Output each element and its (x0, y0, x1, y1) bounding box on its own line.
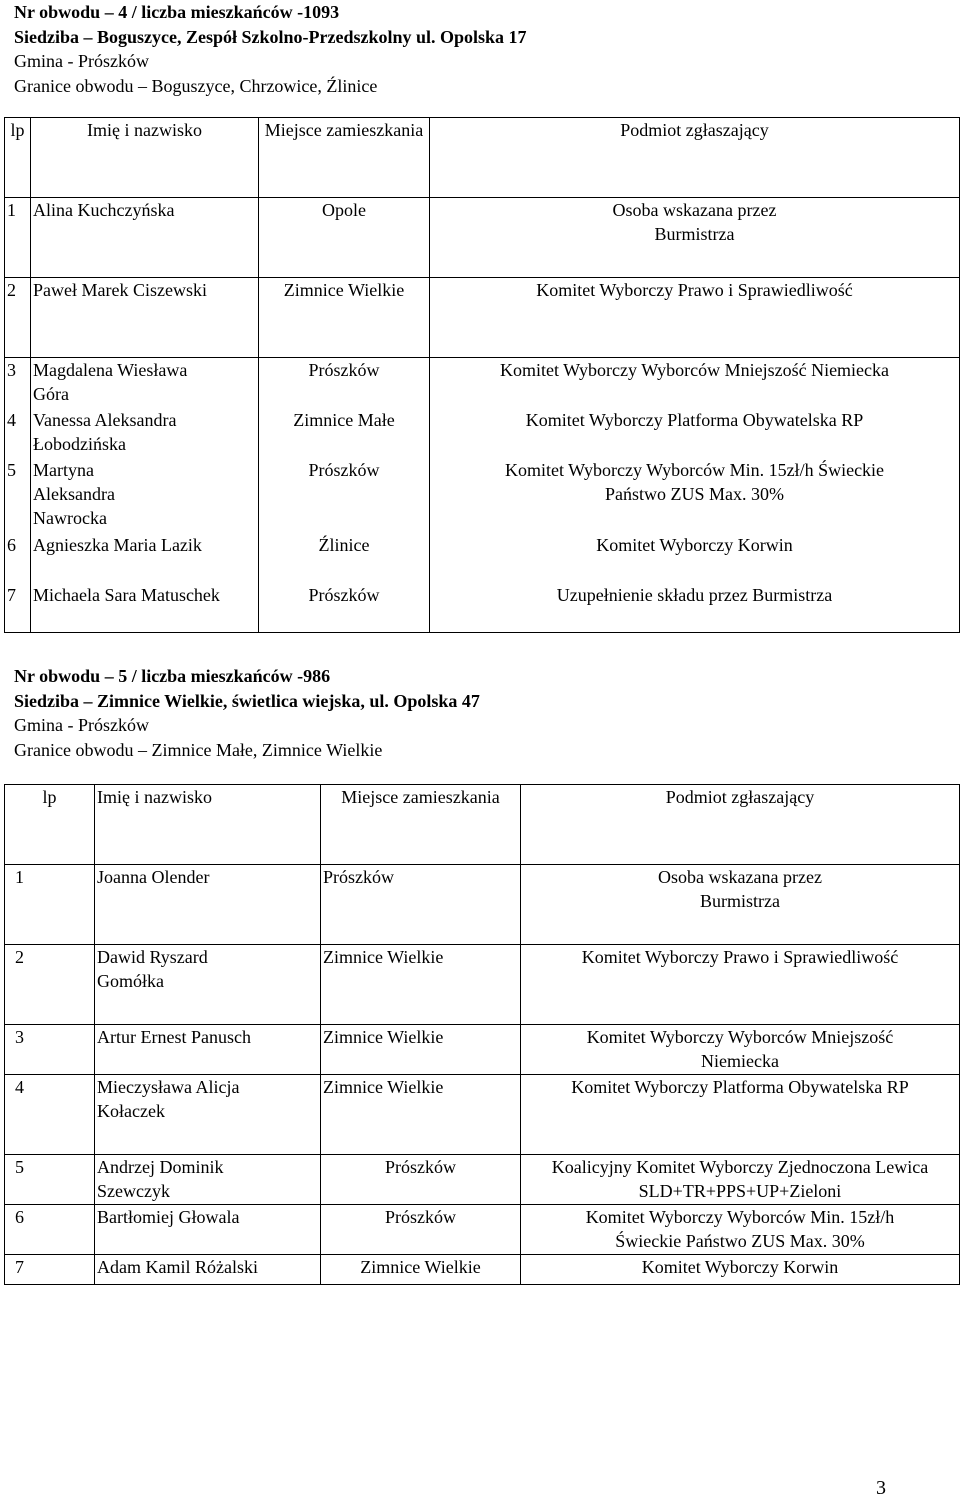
row-name: Paweł Marek Ciszewski (31, 278, 259, 358)
row-name: Agnieszka Maria Lazik (31, 533, 259, 583)
row-place: Prószków (321, 1205, 521, 1255)
table-row (5, 865, 960, 945)
table-header-row (5, 118, 960, 198)
col-lp: lp (5, 785, 95, 865)
table-row (5, 458, 960, 533)
table-row (5, 408, 960, 458)
row-submitter: Komitet Wyborczy Wyborców Min. 15zł/h Świeckie Państwo ZUS Max. 30% (521, 1205, 960, 1255)
row-name: Bartłomiej Głowala (95, 1205, 321, 1255)
row-place: Prószków (321, 1155, 521, 1205)
col-name: Imię i nazwisko (95, 785, 321, 865)
row-submitter: Komitet Wyborczy Prawo i Sprawiedliwość (521, 945, 960, 1025)
row-submitter: Komitet Wyborczy Wyborców Min. 15zł/h Świeckie Państwo ZUS Max. 30% (430, 458, 960, 533)
row-lp: 4 (5, 408, 31, 458)
table-row (5, 1205, 960, 1255)
row-submitter: Komitet Wyborczy Platforma Obywatelska RP (430, 408, 960, 458)
row-name: Martyna Aleksandra Nawrocka (31, 458, 259, 533)
row-lp: 3 (5, 1025, 95, 1075)
table-row (5, 198, 960, 278)
district-4-table (4, 117, 960, 633)
row-lp: 2 (5, 945, 95, 1025)
col-submitter: Podmiot zgłaszający (521, 785, 960, 865)
row-place: Prószków (321, 865, 521, 945)
row-submitter: Osoba wskazana przez Burmistrza (430, 198, 960, 278)
row-lp: 1 (5, 865, 95, 945)
page-number: 3 (876, 1477, 886, 1499)
district-4-seat: Siedziba – Boguszyce, Zespół Szkolno-Przedszkolny ul. Opolska 17 (14, 26, 527, 47)
row-submitter: Uzupełnienie składu przez Burmistrza (430, 583, 960, 633)
district-5-seat: Siedziba – Zimnice Wielkie, świetlica wiejska, ul. Opolska 47 (14, 690, 480, 711)
row-place: Zimnice Wielkie (321, 945, 521, 1025)
row-submitter: Komitet Wyborczy Wyborców Mniejszość Niemiecka (521, 1025, 960, 1075)
row-place: Prószków (259, 458, 430, 533)
row-place: Zimnice Małe (259, 408, 430, 458)
row-submitter: Koalicyjny Komitet Wyborczy Zjednoczona Lewica SLD+TR+PPS+UP+Zieloni (521, 1155, 960, 1205)
row-place: Zimnice Wielkie (321, 1075, 521, 1155)
row-place: Zimnice Wielkie (321, 1025, 521, 1075)
district-5-number: Nr obwodu – 5 / liczba mieszkańców -986 (14, 666, 331, 686)
row-name: Michaela Sara Matuschek (31, 583, 259, 633)
row-lp: 1 (5, 198, 31, 278)
row-name: Magdalena Wiesława Góra (31, 358, 259, 408)
district-4-boundaries: Granice obwodu – Boguszyce, Chrzowice, Źlinice (14, 75, 378, 96)
row-submitter: Komitet Wyborczy Platforma Obywatelska RP (521, 1075, 960, 1155)
row-lp: 7 (5, 583, 31, 633)
district-5-table (4, 784, 960, 1285)
row-submitter: Komitet Wyborczy Prawo i Sprawiedliwość (430, 278, 960, 358)
row-name: Artur Ernest Panusch (95, 1025, 321, 1075)
row-place: Zimnice Wielkie (259, 278, 430, 358)
row-name: Andrzej Dominik Szewczyk (95, 1155, 321, 1205)
row-lp: 3 (5, 358, 31, 408)
table-row (5, 1155, 960, 1205)
row-submitter: Komitet Wyborczy Korwin (521, 1255, 960, 1285)
table-row (5, 1025, 960, 1075)
district-4-number: Nr obwodu – 4 / liczba mieszkańców -1093 (14, 2, 340, 22)
row-lp: 2 (5, 278, 31, 358)
row-name: Dawid Ryszard Gomółka (95, 945, 321, 1025)
row-name: Adam Kamil Różalski (95, 1255, 321, 1285)
table-row (5, 358, 960, 408)
row-lp: 4 (5, 1075, 95, 1155)
row-place: Prószków (259, 358, 430, 408)
table-row (5, 278, 960, 358)
col-place: Miejsce zamieszkania (321, 785, 521, 865)
row-lp: 7 (5, 1255, 95, 1285)
row-submitter: Komitet Wyborczy Wyborców Mniejszość Niemiecka (430, 358, 960, 408)
table-row (5, 1075, 960, 1155)
district-5-gmina: Gmina - Prószków (14, 715, 149, 735)
row-lp: 6 (5, 1205, 95, 1255)
row-submitter: Osoba wskazana przez Burmistrza (521, 865, 960, 945)
row-place: Opole (259, 198, 430, 278)
row-place: Źlinice (259, 533, 430, 583)
table-row (5, 1255, 960, 1285)
table-header-row (5, 785, 960, 865)
table-row (5, 533, 960, 583)
col-submitter: Podmiot zgłaszający (430, 118, 960, 198)
district-5-boundaries: Granice obwodu – Zimnice Małe, Zimnice Wielkie (14, 739, 383, 760)
col-name: Imię i nazwisko (31, 118, 259, 198)
row-lp: 5 (5, 458, 31, 533)
row-submitter: Komitet Wyborczy Korwin (430, 533, 960, 583)
table-row (5, 945, 960, 1025)
row-lp: 5 (5, 1155, 95, 1205)
district-4-gmina: Gmina - Prószków (14, 51, 149, 71)
col-lp: lp (5, 118, 31, 198)
col-place: Miejsce zamieszkania (259, 118, 430, 198)
row-place: Prószków (259, 583, 430, 633)
district-5-header (14, 664, 480, 762)
row-name: Joanna Olender (95, 865, 321, 945)
row-name: Vanessa Aleksandra Łobodzińska (31, 408, 259, 458)
table-row (5, 583, 960, 633)
row-place: Zimnice Wielkie (321, 1255, 521, 1285)
row-name: Alina Kuchczyńska (31, 198, 259, 278)
row-lp: 6 (5, 533, 31, 583)
district-4-header (14, 0, 527, 98)
row-name: Mieczysława Alicja Kołaczek (95, 1075, 321, 1155)
